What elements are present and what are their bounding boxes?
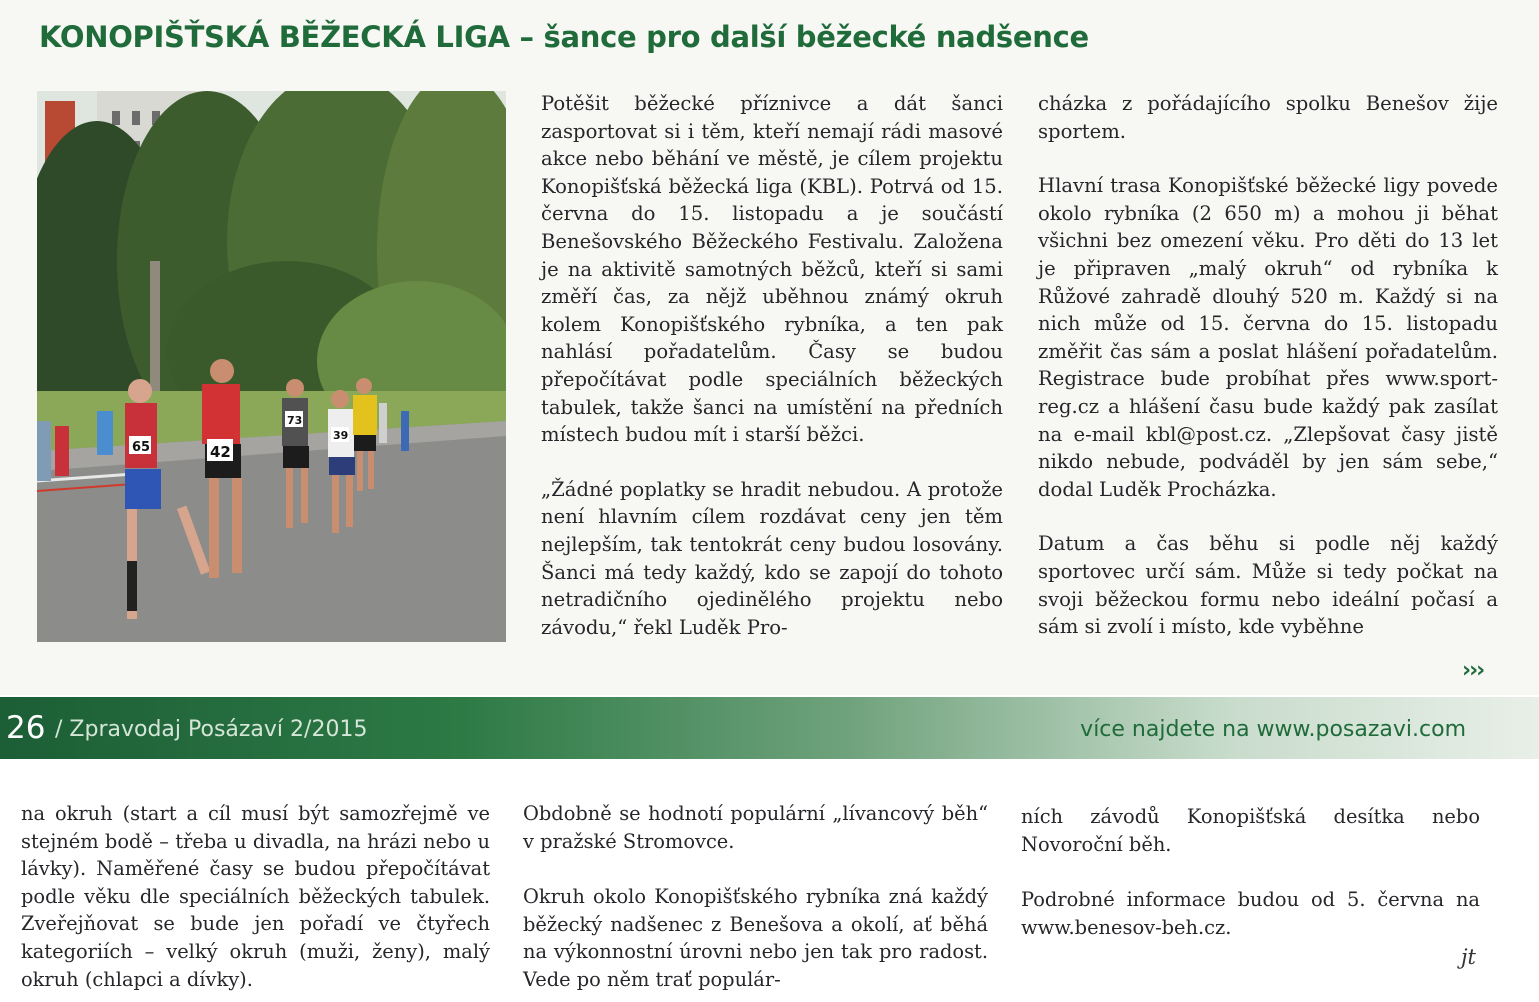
article-paragraph: Datum a čas běhu si podle něj každý sportovec určí sám. Může si tedy počkat na svoji běžeckou formu nebo ideální počasí a sám si zvolí i místo, kde vyběhne xyxy=(1038,532,1498,639)
article-paragraph: Okruh okolo Konopišťského rybníka zná každý běžecký nadšenec z Benešova a okolí, ať běhá na výkonnostní úrovni nebo jen tak pro radost. Vede po něm trať populár- xyxy=(523,885,988,991)
article-paragraph: ních závodů Konopišťská desítka nebo Novoroční běh. xyxy=(1021,805,1480,856)
page-number: 26 xyxy=(6,710,46,746)
article-paragraph: Hlavní trasa Konopišťské běžecké ligy povede okolo rybníka (2 650 m) a mohou ji běhat všichni bez omezení věku. Pro děti do 13 let je připraven „malý okruh“ od rybníka k Růžové zahradě dlouhý 520 m. Každý si na nich může od 15. června do 15. listopadu změřit čas sám a poslat hlášení pořadatelům. Registrace bude probíhat přes www.sport-reg.cz a hlášení času bude každý pak zasílat na e-mail kbl@post.cz. „Zlepšovat časy jistě nikdo nebude, podváděl by jen sám sebe,“ dodal Luděk Procházka. xyxy=(1038,174,1498,501)
article-paragraph: cházka z pořádajícího spolku Benešov žije sportem. xyxy=(1038,92,1498,143)
article-column-right xyxy=(1038,90,1498,641)
continuation-column-middle xyxy=(523,800,988,994)
article-column-left xyxy=(541,90,1003,641)
runners-photo-illustration xyxy=(37,91,506,642)
continue-arrows-icon: ››› xyxy=(1462,658,1484,683)
article-paragraph: Potěšit běžecké příznivce a dát šanci zasportovat si i těm, kteří nemají rádi masové akce nebo běhání ve městě, je cílem projektu Konopišťská běžecká liga (KBL). Potrvá od 15. června do 15. listopadu a je součástí Benešovského Běžeckého Festivalu. Založena je na aktivitě samotných běžců, kteří si sami změří čas, za nějž uběhnou známý okruh kolem Konopišťského rybníka, a ten pak nahlásí pořadatelům. Časy se budou přepočítávat podle speciálních běžeckých tabulek, takže šanci na umístění na předních místech budou mít i starší běžci. xyxy=(541,92,1003,447)
author-signature: jt xyxy=(1461,945,1476,969)
article-paragraph: „Žádné poplatky se hradit nebudou. A protože není hlavním cílem rozdávat ceny jen těm nejlepším, tak tentokrát ceny budou losovány. Šanci má tedy každý, kdo se zapojí do tohoto netradičního ojedinělého projektu nebo závodu,“ řekl Luděk Pro- xyxy=(541,477,1003,639)
article-title: KONOPIŠŤSKÁ BĚŽECKÁ LIGA – šance pro další běžecké nadšence xyxy=(39,20,1089,54)
bib-number: 73 xyxy=(287,414,303,427)
article-paragraph: Obdobně se hodnotí populární „lívancový běh“ v pražské Stromovce. xyxy=(523,802,988,853)
article-paragraph: Podrobné informace budou od 5. června na www.benesov-beh.cz. xyxy=(1021,888,1480,939)
continuation-column-left xyxy=(21,800,490,993)
bib-number: 39 xyxy=(333,429,349,442)
publication-name: / Zpravodaj Posázaví 2/2015 xyxy=(55,717,368,742)
bib-number: 42 xyxy=(210,443,231,461)
website-link[interactable]: více najdete na www.posazavi.com xyxy=(1080,717,1466,742)
continuation-column-right xyxy=(1021,803,1480,941)
runners-photo xyxy=(37,91,506,642)
bib-number: 65 xyxy=(132,440,151,455)
article-paragraph: na okruh (start a cíl musí být samozřejmě ve stejném bodě – třeba u divadla, na hrázi nebo u lávky). Naměřené časy se budou přepočítávat podle věku dle speciálních běžeckých tabulek. Zveřejňovat se bude jen pořadí ve čtyřech kategoriích – velký okruh (muži, ženy), malý okruh (chlapci a dívky). xyxy=(21,802,490,991)
